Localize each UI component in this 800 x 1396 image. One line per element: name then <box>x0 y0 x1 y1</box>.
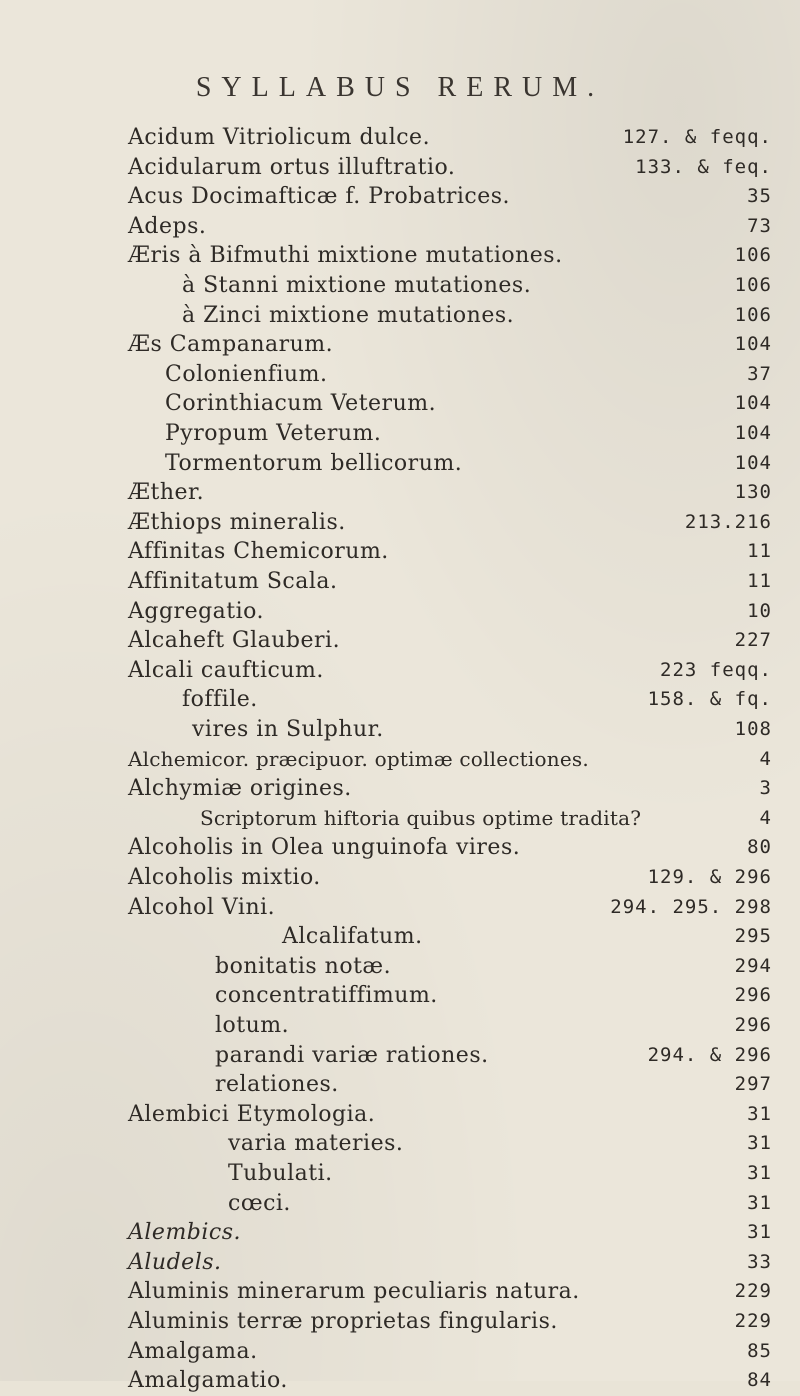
page-reference: 4 <box>759 747 772 770</box>
index-term: Æris à Bifmuthi mixtione mutationes. <box>128 243 563 269</box>
page-reference: 295 <box>734 925 772 948</box>
index-entry <box>0 507 800 538</box>
index-entry <box>0 270 800 301</box>
page-reference: 133. & feq. <box>635 155 772 178</box>
index-term: Alcoholis mixtio. <box>128 865 321 890</box>
index-term: Æther. <box>128 480 205 506</box>
index-term: lotum. <box>215 1013 290 1038</box>
index-entry <box>0 684 800 715</box>
index-term: Acus Docimafticæ f. Probatrices. <box>128 184 511 210</box>
index-entry <box>0 862 800 893</box>
page-reference: 294. & 296 <box>647 1043 772 1066</box>
index-entry <box>0 566 800 597</box>
index-entry <box>0 1099 800 1130</box>
page-reference: 31 <box>747 1221 772 1244</box>
index-entry <box>0 448 800 479</box>
index-term: Acidum Vitriolicum dulce. <box>128 125 431 150</box>
page-reference: 130 <box>734 481 772 504</box>
index-term: Aludels. <box>128 1249 222 1275</box>
index-entry <box>0 359 800 390</box>
page-reference: 104 <box>734 451 772 474</box>
page-reference: 106 <box>734 244 772 267</box>
page-reference: 104 <box>734 422 772 444</box>
index-entry <box>0 1010 800 1041</box>
index-term: Adeps. <box>128 213 207 239</box>
page-reference: 35 <box>747 185 772 208</box>
index-term: Pyropum Veterum. <box>165 421 382 446</box>
index-term: Corinthiacum Veterum. <box>165 391 437 417</box>
index-term: Colonienfium. <box>165 361 328 387</box>
index-entry <box>0 152 800 183</box>
page-reference: 108 <box>734 718 772 740</box>
index-entry <box>0 388 800 419</box>
page-reference: 106 <box>734 274 772 296</box>
page-reference: 33 <box>747 1250 772 1273</box>
index-entry <box>0 892 800 923</box>
index-term: relationes. <box>215 1072 339 1098</box>
index-entry <box>0 744 800 775</box>
index-term: Æs Campanarum. <box>128 332 334 358</box>
index-term: foffile. <box>182 687 258 713</box>
page-reference: 10 <box>747 599 772 622</box>
index-term: Tormentorum bellicorum. <box>165 450 463 476</box>
page-reference: 31 <box>747 1102 772 1125</box>
index-entry <box>0 300 800 331</box>
index-term: concentratiffimum. <box>215 983 438 1009</box>
page-reference: 229 <box>734 1310 772 1332</box>
index-entry <box>0 803 800 834</box>
page-reference: 4 <box>759 806 772 829</box>
page-reference: 85 <box>747 1339 772 1362</box>
index-entry <box>0 536 800 567</box>
index-entry <box>0 1217 800 1248</box>
page-reference: 84 <box>747 1369 772 1392</box>
index-entry <box>0 832 800 863</box>
index-term: Acidularum ortus illuftratio. <box>128 154 456 180</box>
index-term: Alcohol Vini. <box>128 894 276 920</box>
page-reference: 104 <box>734 392 772 415</box>
index-term: Scriptorum hiftoria quibus optime tradita? <box>200 805 642 830</box>
index-term: Aluminis terræ proprietas fingularis. <box>128 1309 558 1334</box>
index-term: Affinitas Chemicorum. <box>128 539 389 565</box>
index-entry <box>0 211 800 242</box>
page-reference: 296 <box>734 984 772 1007</box>
index-term: Æthiops mineralis. <box>128 509 346 535</box>
page-reference: 294. 295. 298 <box>610 895 772 918</box>
index-term: cœci. <box>228 1190 291 1216</box>
index-term: Aluminis minerarum peculiaris natura. <box>128 1279 580 1305</box>
page-reference: 37 <box>747 362 772 385</box>
page-reference: 213.216 <box>684 510 772 533</box>
page-reference: 104 <box>734 333 772 356</box>
index-entry <box>0 1158 800 1189</box>
index-term: parandi variæ rationes. <box>215 1042 489 1068</box>
index-entry <box>0 1040 800 1071</box>
index-entry <box>0 240 800 271</box>
page-reference: 296 <box>734 1014 772 1036</box>
index-entry <box>0 329 800 360</box>
index-entry <box>0 980 800 1011</box>
page-reference: 11 <box>747 540 772 563</box>
index-term: Alchemicor. præcipuor. optimæ collectiones. <box>128 746 589 771</box>
index-entry <box>0 714 800 745</box>
index-term: Amalgama. <box>128 1338 258 1364</box>
page-reference: 31 <box>747 1162 772 1184</box>
page-reference: 294 <box>734 954 772 977</box>
page-reference: 11 <box>747 570 772 592</box>
index-entry <box>0 625 800 656</box>
page-reference: 3 <box>759 777 772 800</box>
index-term: Alembici Etymologia. <box>128 1101 376 1127</box>
index-entry <box>0 122 800 153</box>
page-heading: SYLLABUS RERUM. <box>195 72 605 103</box>
page-reference: 31 <box>747 1132 772 1155</box>
index-entry <box>0 951 800 982</box>
index-entry <box>0 1336 800 1367</box>
index-term: Aggregatio. <box>128 598 265 624</box>
index-term: Amalgamatio. <box>128 1368 288 1394</box>
index-term: à Stanni mixtione mutationes. <box>182 273 532 298</box>
index-entry <box>0 1069 800 1100</box>
index-entry <box>0 773 800 804</box>
page-reference: 297 <box>734 1073 772 1096</box>
index-entry <box>0 1128 800 1159</box>
index-entry <box>0 921 800 952</box>
index-term: Alcaheft Glauberi. <box>128 628 341 654</box>
index-entry <box>0 1247 800 1278</box>
index-entry <box>0 1306 800 1337</box>
page-reference: 223 feqq. <box>660 658 772 681</box>
index-term: Alchymiæ origines. <box>128 776 352 802</box>
index-term: Alcali caufticum. <box>128 657 324 683</box>
index-entry <box>0 477 800 508</box>
page-reference: 80 <box>747 836 772 859</box>
index-term: Affinitatum Scala. <box>128 569 338 594</box>
index-term: vires in Sulphur. <box>192 717 384 742</box>
index-term: Alcoholis in Olea unguinofa vires. <box>128 835 521 861</box>
page-reference: 229 <box>734 1280 772 1303</box>
page-reference: 31 <box>747 1191 772 1214</box>
index-term: bonitatis notæ. <box>215 953 392 979</box>
index-entry <box>0 1276 800 1307</box>
index-entry <box>0 596 800 627</box>
index-term: Tubulati. <box>228 1161 333 1186</box>
index-entry <box>0 1188 800 1219</box>
page-reference: 227 <box>734 629 772 652</box>
index-term: Alcalifatum. <box>282 924 423 950</box>
index-entry <box>0 655 800 686</box>
page-reference: 158. & fq. <box>647 688 772 711</box>
index-entry <box>0 181 800 212</box>
page-reference: 127. & feqq. <box>622 126 772 148</box>
index-term: varia materies. <box>228 1131 404 1157</box>
page-reference: 129. & 296 <box>647 866 772 888</box>
page-reference: 73 <box>747 214 772 237</box>
index-entry <box>0 418 800 449</box>
page-reference: 106 <box>734 303 772 326</box>
index-term: Alembics. <box>128 1220 242 1246</box>
index-term: à Zinci mixtione mutationes. <box>182 302 515 328</box>
